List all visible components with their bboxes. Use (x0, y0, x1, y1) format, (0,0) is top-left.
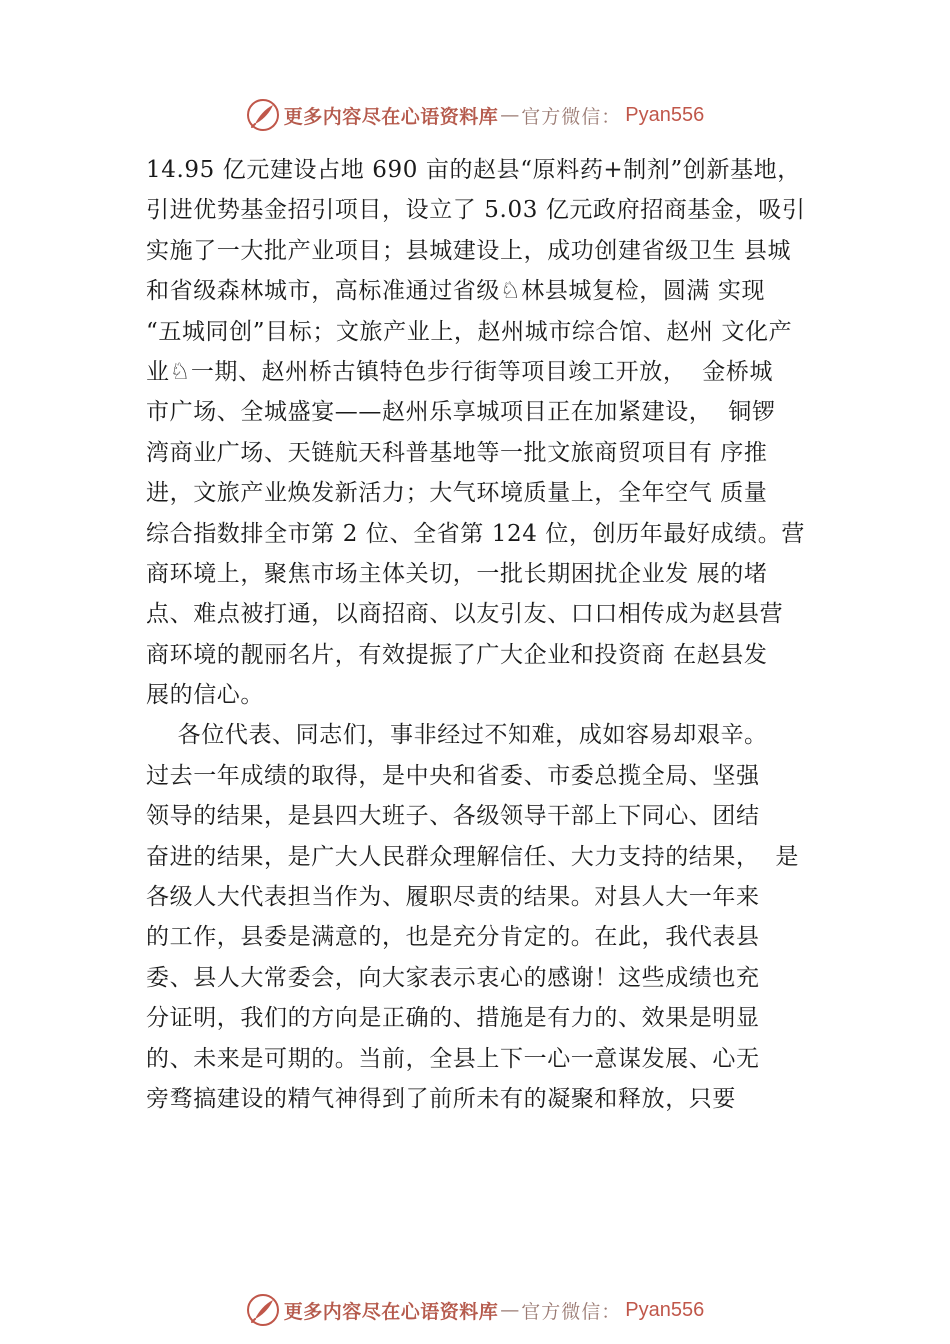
banner-separator: — (500, 1299, 520, 1321)
text-line: 引进优势基金招引项目，设立了 5.03 亿元政府招商基金，吸引 (146, 197, 806, 224)
wechat-id: Pyan556 (625, 1298, 705, 1321)
document-body (146, 150, 836, 1119)
site-name-text: 更多内容尽在心语资料库 (283, 105, 499, 128)
text-line: 业♘一期、赵州桥古镇特色步行街等项目竣工开放， 金桥城 (146, 358, 774, 385)
site-name-text: 更多内容尽在心语资料库 (283, 1300, 499, 1323)
text-line: 领导的结果，是县四大班子、各级领导干部上下同心、团结 (146, 803, 760, 830)
header-banner (0, 95, 950, 135)
feather-pen-logo-icon (246, 98, 280, 132)
text-line: 旁骛搞建设的精气神得到了前所未有的凝聚和释放，只要 (146, 1085, 736, 1112)
text-line: 14.95 亿元建设占地 690 亩的赵县“原料药+制剂”创新基地， (146, 157, 801, 183)
paragraph-first-line: 各位代表、同志们，事非经过不知难，成如容易却艰辛。 (146, 722, 768, 749)
text-line: 各级人大代表担当作为、履职尽责的结果。对县人大一年来 (146, 884, 760, 911)
text-line: 市广场、全城盛宴——赵州乐享城项目正在加紧建设， 铜锣 (146, 399, 776, 426)
text-line: 委、县人大常委会，向大家表示衷心的感谢！这些成绩也充 (146, 964, 760, 991)
text-line: 综合指数排全市第 2 位、全省第 124 位，创历年最好成绩。营 (146, 520, 805, 547)
text-line: 的、未来是可期的。当前，全县上下一心一意谋发展、心无 (146, 1045, 760, 1072)
wechat-id: Pyan556 (625, 103, 705, 126)
text-line: 分证明，我们的方向是正确的、措施是有力的、效果是明显 (146, 1005, 760, 1032)
banner-separator: — (500, 104, 520, 126)
text-line: 过去一年成绩的取得，是中央和省委、市委总揽全局、坚强 (146, 762, 760, 789)
wechat-label: 官方微信： (521, 1300, 622, 1323)
text-line: 进，文旅产业焕发新活力；大气环境质量上，全年空气 质量 (146, 480, 768, 507)
feather-pen-logo-icon (246, 1293, 280, 1327)
text-line: 湾商业广场、天链航天科普基地等一批文旅商贸项目有 序推 (146, 439, 768, 466)
footer-banner (0, 1290, 950, 1330)
text-line: 奋进的结果，是广大人民群众理解信任、大力支持的结果， 是 (146, 843, 800, 870)
text-line: 的工作，县委是满意的，也是充分肯定的。在此，我代表县 (146, 924, 760, 951)
wechat-label: 官方微信： (521, 105, 622, 128)
text-line: 商环境上，聚焦市场主体关切，一批长期困扰企业发 展的堵 (146, 560, 768, 587)
text-line: “五城同创”目标；文旅产业上，赵州城市综合馆、赵州 文化产 (146, 318, 793, 345)
text-line: 实施了一大批产业项目；县城建设上，成功创建省级卫生 县城 (146, 237, 792, 264)
text-line: 商环境的靓丽名片，有效提振了广大企业和投资商 在赵县发 (146, 641, 768, 668)
text-line: 和省级森林城市，高标准通过省级♘林县城复检，圆满 实现 (146, 278, 766, 305)
text-line: 点、难点被打通，以商招商、以友引友、口口相传成为赵县营 (146, 601, 784, 628)
text-line: 展的信心。 (146, 682, 264, 709)
